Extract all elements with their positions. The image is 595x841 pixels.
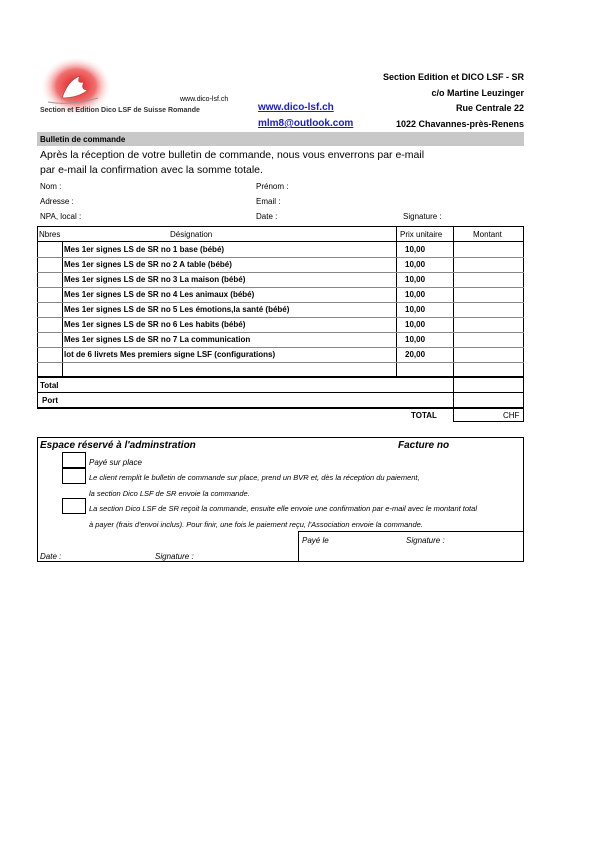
row-8-designation: lot de 6 livrets Mes premiers signe LSF (configurations): [64, 350, 276, 359]
field-nom[interactable]: Nom :: [40, 182, 62, 191]
logo-org-name: Section et Edition Dico LSF de Suisse Romande: [40, 107, 200, 114]
field-prenom[interactable]: Prénom :: [256, 182, 289, 191]
logo-url: www.dico-lsf.ch: [180, 96, 229, 103]
option1-line-1: Le client remplit le bulletin de commande sur place, prend un BVR et, dès la réception du paiement,: [89, 473, 420, 482]
paye-le-label[interactable]: Payé le: [302, 536, 329, 545]
row-8-prix: 20,00: [405, 350, 426, 359]
port-label: Port: [42, 396, 58, 405]
option2-line-1: La section Dico LSF de SR reçoit la commande, ensuite elle envoie une confirmation par e-mail avec le montant total: [89, 504, 477, 513]
row-4-prix: 10,00: [405, 290, 426, 299]
form-title-text: Bulletin de commande: [40, 135, 126, 144]
address-line-4: 1022 Chavannes-près-Renens: [395, 119, 524, 129]
field-adresse[interactable]: Adresse :: [40, 197, 74, 206]
admin-facture: Facture no: [398, 440, 450, 451]
paye-place-label: Payé sur place: [89, 458, 142, 467]
field-email[interactable]: Email :: [256, 197, 281, 206]
address-line-3: Rue Centrale 22: [455, 103, 524, 113]
header-montant: Montant: [473, 230, 502, 239]
address-line-1: Section Edition et DICO LSF - SR: [382, 72, 524, 82]
admin-signature-2[interactable]: Signature :: [155, 552, 194, 561]
row-6-prix: 10,00: [405, 320, 426, 329]
header-designation: Désignation: [170, 230, 213, 239]
admin-signature[interactable]: Signature :: [406, 536, 445, 545]
option1-line-2: la section Dico LSF de SR envoie la commande.: [89, 489, 250, 498]
checkbox-option-2[interactable]: [62, 498, 86, 514]
intro-line-2: par e-mail la confirmation avec la somme totale.: [40, 164, 263, 176]
row-2-prix: 10,00: [405, 260, 426, 269]
row-3-prix: 10,00: [405, 275, 426, 284]
row-5-designation: Mes 1er signes LS de SR no 5 Les émotions,la santé (bébé): [64, 305, 290, 314]
email-link[interactable]: mlm8@outlook.com: [258, 118, 354, 129]
row-3-designation: Mes 1er signes LS de SR no 3 La maison (bébé): [64, 275, 246, 284]
header-nbres: Nbres: [39, 230, 61, 239]
website-link[interactable]: www.dico-lsf.ch: [258, 102, 334, 113]
address-line-2: c/o Martine Leuzinger: [431, 88, 524, 98]
row-1-prix: 10,00: [405, 245, 426, 254]
field-date[interactable]: Date :: [256, 212, 278, 221]
field-signature[interactable]: Signature :: [403, 212, 442, 221]
row-2-designation: Mes 1er signes LS de SR no 2 A table (bébé): [64, 260, 232, 269]
checkbox-paye-place[interactable]: [62, 452, 86, 468]
row-7-prix: 10,00: [405, 335, 426, 344]
option2-line-2: à payer (frais d'envoi inclus). Pour finir, une fois le paiement reçu, l'Association envoie la commande.: [89, 520, 423, 529]
form-title: [37, 132, 524, 146]
grand-total-label: TOTAL: [411, 411, 437, 420]
row-6-designation: Mes 1er signes LS de SR no 6 Les habits (bébé): [64, 320, 246, 329]
total-label: Total: [40, 381, 59, 390]
checkbox-option-1[interactable]: [62, 468, 86, 484]
field-npa[interactable]: NPA, local :: [40, 212, 82, 221]
header-prix: Prix unitaire: [400, 230, 443, 239]
admin-date[interactable]: Date :: [40, 552, 62, 561]
admin-title: Espace réservé à l'adminstration: [40, 440, 196, 451]
row-5-prix: 10,00: [405, 305, 426, 314]
row-4-designation: Mes 1er signes LS de SR no 4 Les animaux (bébé): [64, 290, 255, 299]
admin-box: [37, 437, 524, 562]
intro-line-1: Après la réception de votre bulletin de commande, nous vous enverrons par e-mail: [40, 149, 425, 161]
row-1-designation: Mes 1er signes LS de SR no 1 base (bébé): [64, 245, 225, 254]
currency: CHF: [503, 411, 520, 420]
row-7-designation: Mes 1er signes LS de SR no 7 La communication: [64, 335, 251, 344]
